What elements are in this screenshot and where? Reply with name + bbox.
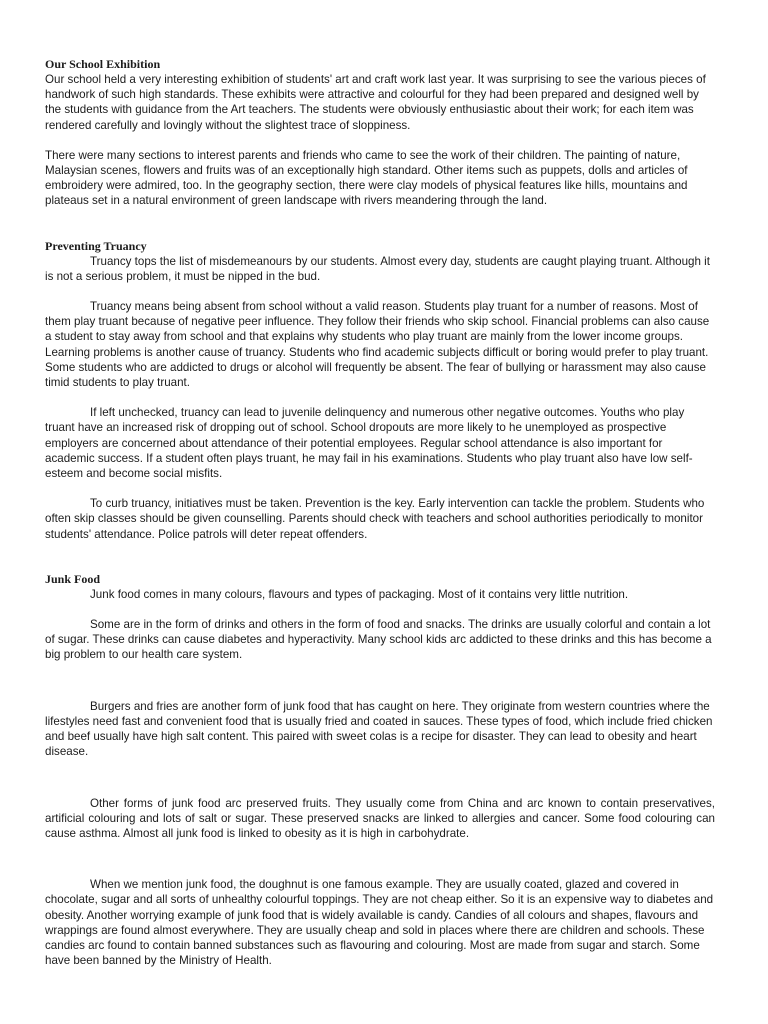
spacer — [45, 133, 715, 148]
junk-food-paragraph-2: Some are in the form of drinks and others in the form of food and snacks. The drinks are usually colorful and contain a lot of sugar. These drinks can cause diabetes and hyperactivity. Many school kids arc addicted to these drinks and this has become a big problem to our health care system. — [45, 618, 712, 662]
truancy-paragraph-4: To curb truancy, initiatives must be taken. Prevention is the key. Early intervention can tackle the problem. Students who often skip classes should be given counselling. Parents should check with teachers and school authorities periodically to monitor students' attendance. Police patrols will deter repeat offenders. — [45, 497, 705, 541]
junk-food-paragraph-4: Other forms of junk food arc preserved fruits. They usually come from China and arc known to contain preservatives, artificial colouring and lots of salt or sugar. These preserved snacks are linked to allergies and cancer. Some food colouring can cause asthma. Almost all junk food is linked to obesity as it is high in carbohydrate. — [45, 796, 715, 840]
spacer — [45, 481, 715, 496]
spacer — [45, 760, 715, 796]
section-title-exhibition: Our School Exhibition — [45, 57, 161, 71]
truancy-paragraph-2: Truancy means being absent from school without a valid reason. Students play truant for a number of reasons. Most of them play truant because of negative peer influence. They follow their friends who skip school. Financial problems can also cause a student to stay away from school and that explains why students who play truant are mainly from the lower income groups. Learning problems is another cause of truancy. Students who find academic subjects difficult or boring would prefer to play truant. Some students who are addicted to drugs or alcohol will frequently be absent. The fear of bullying or harassment may also cause timid students to play truant. — [45, 300, 710, 390]
spacer — [45, 209, 715, 239]
truancy-paragraph-3: If left unchecked, truancy can lead to juvenile delinquency and numerous other negative outcomes. Youths who play truant have an increased risk of dropping out of school. School dropouts are more likely to he unemployed as prospective employers are concerned about attendance of their potential employees. Regular school attendance is also important for academic success. If a student often plays truant, he may fail in his examinations. Students who play truant also have low self-esteem and become social misfits. — [45, 406, 693, 481]
document-page — [45, 57, 715, 968]
exhibition-paragraph-2: There were many sections to interest parents and friends who came to see the work of their children. The painting of nature, Malaysian scenes, flowers and fruits was of an exceptionally high standard. Other items such as puppets, dolls and articles of embroidery were admired, too. In the geography section, there were clay models of physical features like hills, mountains and plateaus set in a natural environment of green landscape with rivers meandering through the land. — [45, 148, 688, 208]
junk-food-paragraph-3: Burgers and fries are another form of junk food that has caught on here. They originate from western countries where the lifestyles need fast and convenient food that is usually fried and coated in sauces. These types of food, which include fried chicken and beef usually have high salt content. This paired with sweet colas is a recipe for disaster. They can lead to obesity and heart disease. — [45, 699, 713, 759]
exhibition-paragraph-1: Our school held a very interesting exhibition of students' art and craft work last year. It was surprising to see the various pieces of handwork of such high standards. These exhibits were attractive and colourful for they had been prepared and designed well by the students with guidance from the Art teachers. The students were obviously enthusiastic about their work; for each item was rendered carefully and lovingly without the slightest trace of sloppiness. — [45, 73, 706, 132]
junk-food-paragraph-1: Junk food comes in many colours, flavours and types of packaging. Most of it contains very little nutrition. — [90, 587, 629, 601]
section-title-truancy: Preventing Truancy — [45, 238, 147, 253]
section-title-junk-food: Junk Food — [45, 571, 101, 586]
spacer — [45, 602, 715, 617]
spacer — [45, 841, 715, 877]
spacer — [45, 284, 715, 299]
truancy-paragraph-1: Truancy tops the list of misdemeanours by our students. Almost every day, students are caught playing truant. Although it is not a serious problem, it must be nipped in the bud. — [45, 254, 710, 283]
spacer — [45, 663, 715, 699]
spacer — [45, 390, 715, 405]
spacer — [45, 542, 715, 572]
junk-food-paragraph-5: When we mention junk food, the doughnut is one famous example. They are usually coated, glazed and covered in chocolate, sugar and all sorts of unhealthy colourful toppings. They are not cheap either. So it is an expensive way to diabetes and obesity. Another worrying example of junk food that is widely available is candy. Candies of all colours and shapes, flavours and wrappings are found almost everywhere. They are usually cheap and sold in places where there are children and schools. These candies arc found to contain banned substances such as flavouring and colouring. Most are made from sugar and starch. Some have been banned by the Ministry of Health. — [45, 878, 714, 968]
